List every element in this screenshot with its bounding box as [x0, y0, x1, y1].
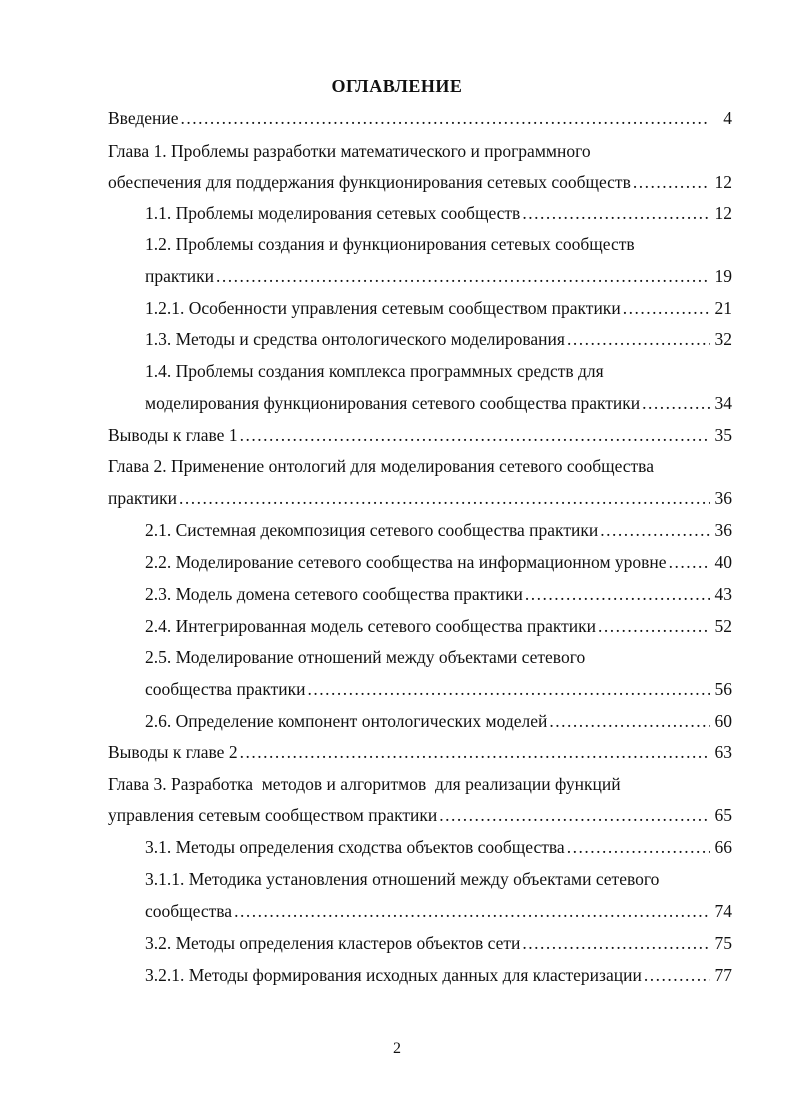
toc-entry-conclusions-1: Выводы к главе 1 ..... 35	[108, 425, 732, 449]
toc-entry-1-3: 1.3. Методы и средства онтологического моделирования ..... 32	[145, 329, 732, 353]
toc-title: ОГЛАВЛЕНИЕ	[331, 76, 463, 96]
toc-entry-chapter-2-line-2: практики ..... 36	[108, 488, 732, 512]
toc-entry-1-4-line-1: 1.4. Проблемы создания комплекса программных средств для	[145, 361, 604, 381]
toc-entry-2-3: 2.3. Модель домена сетевого сообщества практики ..... 43	[145, 584, 732, 608]
toc-entry-2-2: 2.2. Моделирование сетевого сообщества на информационном уровне ..... 40	[145, 552, 732, 576]
toc-entry-2-6: 2.6. Определение компонент онтологических моделей ..... 60	[145, 711, 732, 735]
toc-entry-1-4-line-2: моделирования функционирования сетевого сообщества практики ..... 34	[145, 393, 732, 417]
toc-entry-2-5-line-1: 2.5. Моделирование отношений между объектами сетевого	[145, 647, 586, 667]
toc-entry-3-1-1-line-1: 3.1.1. Методика установления отношений между объектами сетевого	[145, 869, 660, 889]
toc-entry-2-5-line-2: сообщества практики ..... 56	[145, 679, 732, 703]
toc-entry-introduction: Введение ..... 4	[108, 108, 732, 132]
toc-entry-chapter-2-line-1: Глава 2. Применение онтологий для моделирования сетевого сообщества	[108, 456, 654, 476]
toc-entry-2-4: 2.4. Интегрированная модель сетевого сообщества практики ..... 52	[145, 616, 732, 640]
toc-entry-3-1: 3.1. Методы определения сходства объектов сообщества ..... 66	[145, 837, 732, 861]
toc-entry-chapter-3-line-1: Глава 3. Разработка методов и алгоритмов для реализации функций	[108, 774, 621, 794]
toc-entry-1-2-line-2: практики ..... 19	[145, 266, 732, 290]
toc-entry-conclusions-2: Выводы к главе 2 ..... 63	[108, 742, 732, 766]
toc-entry-3-2: 3.2. Методы определения кластеров объектов сети ..... 75	[145, 933, 732, 957]
toc-entry-2-1: 2.1. Системная декомпозиция сетевого сообщества практики ..... 36	[145, 520, 732, 544]
toc-entry-1-2-1: 1.2.1. Особенности управления сетевым сообществом практики ..... 21	[145, 298, 732, 322]
toc-entry-3-2-1: 3.2.1. Методы формирования исходных данных для кластеризации ..... 77	[145, 965, 732, 989]
toc-entry-1-1: 1.1. Проблемы моделирования сетевых сообществ ..... 12	[145, 203, 732, 227]
page-number: 2	[393, 1040, 401, 1057]
toc-entry-chapter-3-line-2: управления сетевым сообществом практики ..... 65	[108, 805, 732, 829]
toc-entry-1-2-line-1: 1.2. Проблемы создания и функционирования сетевых сообществ	[145, 234, 635, 254]
toc-entry-chapter-1-line-1: Глава 1. Проблемы разработки математического и программного	[108, 141, 591, 161]
toc-entry-3-1-1-line-2: сообщества ..... 74	[145, 901, 732, 925]
toc-entry-chapter-1-line-2: обеспечения для поддержания функционирования сетевых сообществ ..... 12	[108, 172, 732, 196]
